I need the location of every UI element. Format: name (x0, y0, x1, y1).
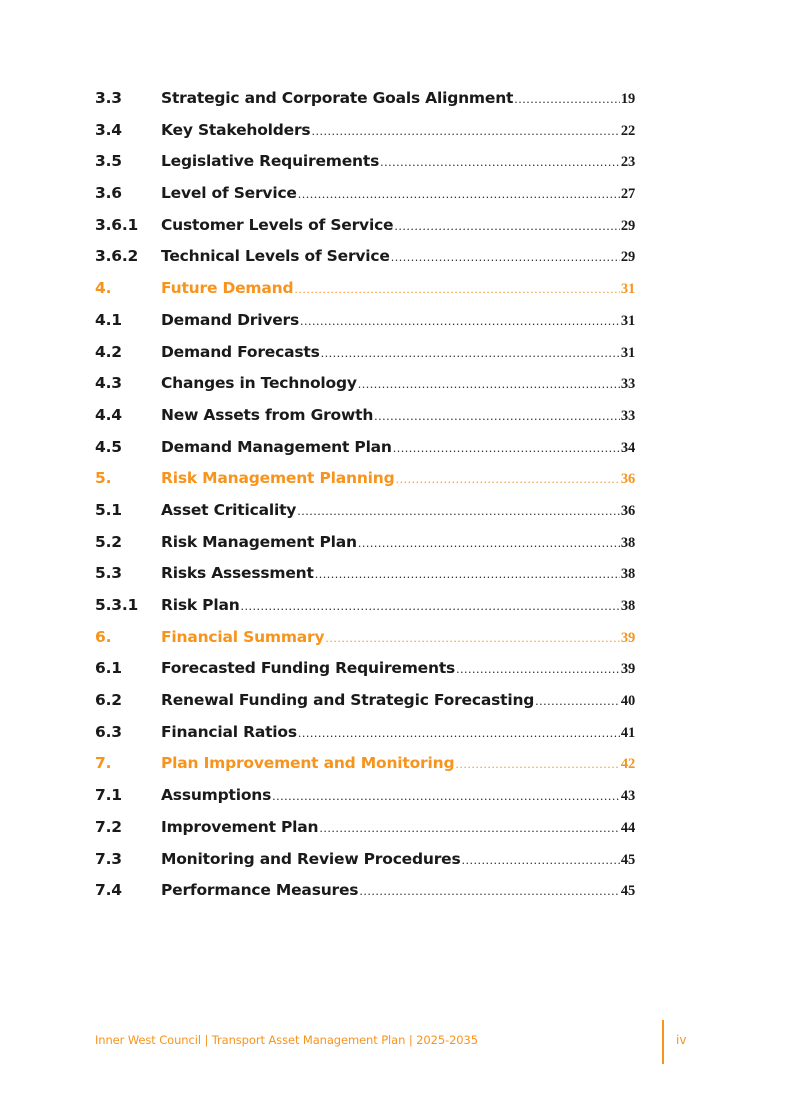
toc-entry-title: Renewal Funding and Strategic Forecasting (161, 691, 535, 710)
toc-entry-page: 36 (620, 471, 635, 488)
toc-dot-leader (315, 561, 620, 589)
toc-dot-leader (300, 308, 620, 336)
toc-entry-page: 31 (620, 344, 635, 361)
toc-dot-leader (393, 435, 620, 463)
toc-entry[interactable] (95, 591, 635, 623)
toc-entry-page: 34 (620, 439, 635, 456)
toc-entry-page: 33 (620, 376, 635, 393)
toc-entry-page: 33 (620, 407, 635, 424)
toc-entry[interactable] (95, 496, 635, 528)
toc-entry[interactable] (95, 845, 635, 877)
toc-entry-number: 7.1 (95, 786, 122, 805)
toc-entry-page: 40 (620, 693, 635, 710)
toc-entry[interactable] (95, 528, 635, 560)
toc-entry-title: Improvement Plan (161, 817, 319, 836)
toc-entry[interactable] (95, 147, 635, 179)
toc-entry-number: 7.4 (95, 881, 122, 900)
toc-entry-title: Risk Management Planning (161, 469, 395, 488)
toc-entry-page: 38 (620, 534, 635, 551)
toc-entry[interactable] (95, 813, 635, 845)
toc-entry-number: 4.1 (95, 310, 122, 329)
toc-dot-leader (294, 276, 620, 304)
toc-dot-leader (462, 847, 620, 875)
toc-entry[interactable] (95, 84, 635, 116)
toc-dot-leader (535, 688, 620, 716)
toc-entry-title: Level of Service (161, 184, 297, 203)
toc-entry[interactable] (95, 338, 635, 370)
toc-entry-page: 31 (620, 281, 635, 298)
toc-entry-title: Performance Measures (161, 881, 359, 900)
toc-entry-number: 3.5 (95, 152, 122, 171)
footer-document-title: Inner West Council | Transport Asset Management Plan | 2025-2035 (95, 1033, 478, 1047)
toc-dot-leader (359, 878, 620, 906)
toc-entry[interactable] (95, 116, 635, 148)
toc-entry-title: Financial Ratios (161, 722, 297, 741)
toc-entry-page: 27 (620, 186, 635, 203)
table-of-contents (95, 84, 635, 908)
toc-entry[interactable] (95, 179, 635, 211)
toc-entry[interactable] (95, 211, 635, 243)
toc-dot-leader (319, 815, 619, 843)
toc-dot-leader (391, 244, 620, 272)
toc-entry-title: Demand Drivers (161, 310, 300, 329)
toc-entry-number: 4.4 (95, 405, 122, 424)
toc-dot-leader (380, 149, 620, 177)
toc-entry-number: 3.3 (95, 89, 122, 107)
toc-dot-leader (374, 403, 620, 431)
toc-dot-leader (325, 625, 619, 653)
toc-entry-number: 3.4 (95, 120, 122, 139)
toc-entry-number: 6.3 (95, 722, 122, 741)
footer-page-number: iv (676, 1033, 687, 1047)
toc-dot-leader (514, 86, 620, 114)
toc-entry-title: Future Demand (161, 279, 294, 298)
toc-entry-title: Changes in Technology (161, 374, 357, 393)
toc-section-entry[interactable] (95, 464, 635, 496)
toc-entry-title: Demand Forecasts (161, 342, 320, 361)
toc-entry-number: 5. (95, 469, 112, 488)
toc-dot-leader (358, 371, 620, 399)
toc-entry-title: Technical Levels of Service (161, 247, 390, 266)
toc-entry-number: 5.3.1 (95, 596, 139, 614)
toc-entry-number: 4.2 (95, 342, 122, 361)
toc-section-entry[interactable] (95, 749, 635, 781)
toc-entry-page: 38 (620, 598, 635, 614)
toc-section-entry[interactable] (95, 274, 635, 306)
toc-entry[interactable] (95, 876, 635, 908)
toc-entry[interactable] (95, 781, 635, 813)
toc-entry[interactable] (95, 306, 635, 338)
toc-dot-leader (298, 181, 620, 209)
toc-entry[interactable] (95, 433, 635, 465)
toc-entry-page: 41 (620, 724, 635, 741)
toc-entry-number: 3.6.1 (95, 215, 139, 234)
toc-entry[interactable] (95, 242, 635, 274)
toc-dot-leader (241, 593, 620, 621)
toc-entry-number: 6.2 (95, 691, 122, 710)
toc-entry-number: 6.1 (95, 659, 122, 678)
toc-entry-title: Forecasted Funding Requirements (161, 659, 456, 678)
toc-entry-title: Monitoring and Review Procedures (161, 849, 461, 868)
toc-dot-leader (321, 340, 620, 368)
toc-entry-title: Customer Levels of Service (161, 215, 394, 234)
toc-entry-page: 42 (620, 756, 635, 773)
toc-entry-title: New Assets from Growth (161, 405, 374, 424)
toc-entry[interactable] (95, 559, 635, 591)
toc-entry-page: 38 (620, 566, 635, 583)
toc-entry-title: Risk Management Plan (161, 532, 357, 551)
toc-entry[interactable] (95, 654, 635, 686)
toc-entry-page: 45 (620, 883, 635, 900)
toc-entry-page: 31 (620, 312, 635, 329)
toc-entry-number: 5.2 (95, 532, 122, 551)
toc-entry-title: Risks Assessment (161, 564, 314, 583)
toc-entry-number: 4. (95, 279, 112, 298)
toc-entry-title: Asset Criticality (161, 500, 297, 519)
toc-entry-page: 43 (620, 788, 635, 805)
toc-dot-leader (456, 656, 620, 684)
toc-entry-title: Financial Summary (161, 627, 325, 646)
toc-dot-leader (298, 720, 620, 748)
toc-entry-title: Strategic and Corporate Goals Alignment (161, 89, 514, 107)
toc-entry-number: 5.1 (95, 500, 122, 519)
toc-dot-leader (396, 466, 620, 494)
toc-entry-page: 39 (620, 661, 635, 678)
toc-entry-page: 29 (620, 249, 635, 266)
toc-entry-page: 36 (620, 502, 635, 519)
toc-entry-number: 4.3 (95, 374, 122, 393)
toc-dot-leader (455, 751, 620, 779)
toc-entry-page: 29 (620, 217, 635, 234)
toc-dot-leader (394, 213, 620, 241)
toc-entry[interactable] (95, 718, 635, 750)
toc-dot-leader (297, 498, 620, 526)
toc-entry-title: Key Stakeholders (161, 120, 311, 139)
toc-entry-number: 3.6 (95, 184, 122, 203)
toc-entry-number: 4.5 (95, 437, 122, 456)
toc-entry-number: 7.3 (95, 849, 122, 868)
toc-entry-number: 7. (95, 754, 112, 773)
toc-dot-leader (311, 118, 619, 146)
toc-entry-title: Demand Management Plan (161, 437, 392, 456)
toc-entry[interactable] (95, 401, 635, 433)
toc-entry-title: Assumptions (161, 786, 272, 805)
toc-dot-leader (358, 530, 620, 558)
toc-section-entry[interactable] (95, 623, 635, 655)
toc-entry[interactable] (95, 369, 635, 401)
toc-entry-title: Legislative Requirements (161, 152, 380, 171)
footer-divider (662, 1020, 664, 1064)
toc-entry-page: 23 (620, 154, 635, 171)
toc-entry-number: 5.3 (95, 564, 122, 583)
toc-entry-number: 3.6.2 (95, 247, 139, 266)
toc-entry-page: 45 (620, 851, 635, 868)
toc-entry-title: Plan Improvement and Monitoring (161, 754, 455, 773)
toc-entry-page: 44 (620, 819, 635, 836)
toc-entry-title: Risk Plan (161, 596, 240, 614)
toc-entry-number: 6. (95, 627, 112, 646)
toc-entry-page: 19 (620, 91, 635, 107)
toc-entry-number: 7.2 (95, 817, 122, 836)
toc-entry[interactable] (95, 686, 635, 718)
toc-dot-leader (272, 783, 620, 811)
toc-entry-page: 39 (620, 629, 635, 646)
toc-entry-page: 22 (620, 122, 635, 139)
